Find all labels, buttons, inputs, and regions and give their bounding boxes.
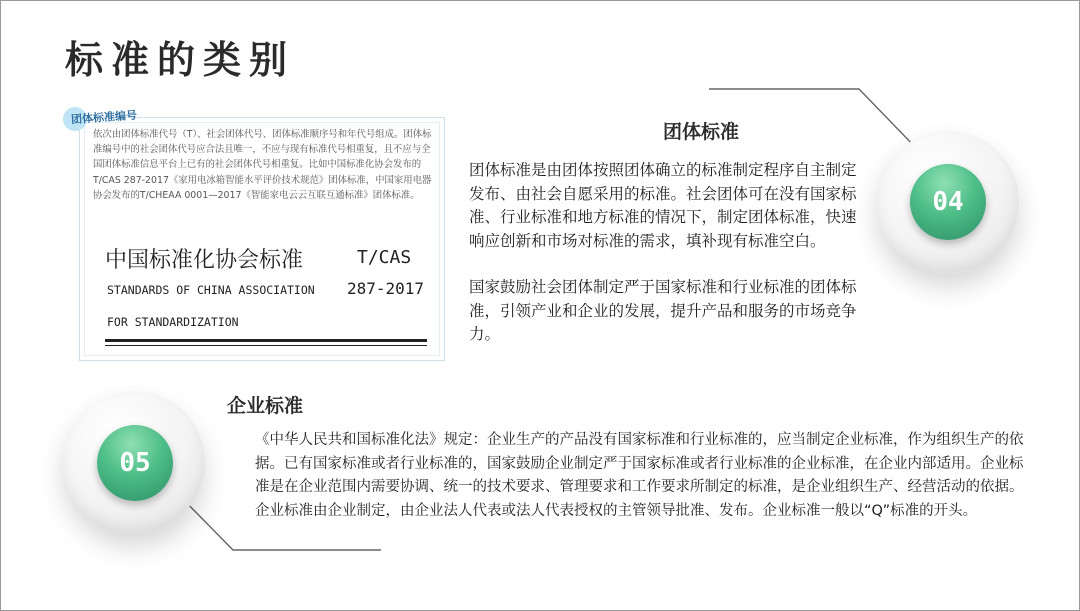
standard-code: T/CAS [357,247,412,268]
number-badge-04: 04 [910,164,986,240]
image-panel-frame [70,108,440,356]
number-circle-05 [63,391,205,533]
panel-heading: 团体标准编号 [70,108,138,127]
standard-number: 287-2017 [347,279,425,298]
enterprise-standard-body: 《中华人民共和国标准化法》规定：企业生产的产品没有国家标准和行业标准的，应当制定企业标准，作为组织生产的依据。已有国家标准或者行业标准的，国家鼓励企业制定严于国家标准或者行业标准的企业标准，在企业内部适用。企业标准是在企业范围内需要协调、统一的技术要求、管理要求和工作要求所制定的标准，是企业组织生产、经营活动的依据。企业标准由企业制定，由企业法人代表或法人代表授权的主管领导批准、发布。企业标准一般以“Q”标准的开头。 [255,432,1024,519]
number-badge-05: 05 [97,425,173,501]
standard-en-line1: STANDARDS OF CHINA ASSOCIATION [107,283,315,297]
standard-title: 中国标准化协会标准 [105,248,304,273]
group-standard-body [469,159,857,347]
standard-en-line2: FOR STANDARDIZATION [107,315,239,329]
number-circle-04 [877,131,1019,273]
panel-description: 依次由团体标准代号（T）、社会团体代号、团体标准顺序号和年代号组成。团体标准编号中的社会团体代号应合法且唯一，不应与现有标准代号相重复，且不应与全国团体标准信息平台上已有的社会团体代号相重复。比如中国标准化协会发布的T/CAS 287-2017《家用电冰箱智能水平评价技术规范》团体标准，中国家用电器协会发布的T/CHEAA 0001—2017《智能家电云云互联互通标准》团体标准。 [93,129,432,201]
standard-number-image [70,108,445,361]
standard-rule-thin [105,345,427,346]
connector-04 [709,89,919,151]
group-standard-paragraph-1: 团体标准是由团体按照团体确立的标准制定程序自主制定发布、由社会自愿采用的标准。社会团体可在没有国家标准、行业标准和地方标准的情况下，制定团体标准，快速响应创新和市场对标准的需求，填补现有标准空白。 [469,161,857,250]
standard-rule-thick [105,339,427,342]
page-title: 标准的类别 [65,38,296,82]
group-standard-heading: 团体标准 [663,121,740,143]
group-standard-paragraph-2: 国家鼓励社会团体制定严于国家标准和行业标准的团体标准，引领产业和企业的发展，提升产品和服务的市场竞争力。 [469,278,857,343]
enterprise-standard-heading: 企业标准 [227,395,304,417]
